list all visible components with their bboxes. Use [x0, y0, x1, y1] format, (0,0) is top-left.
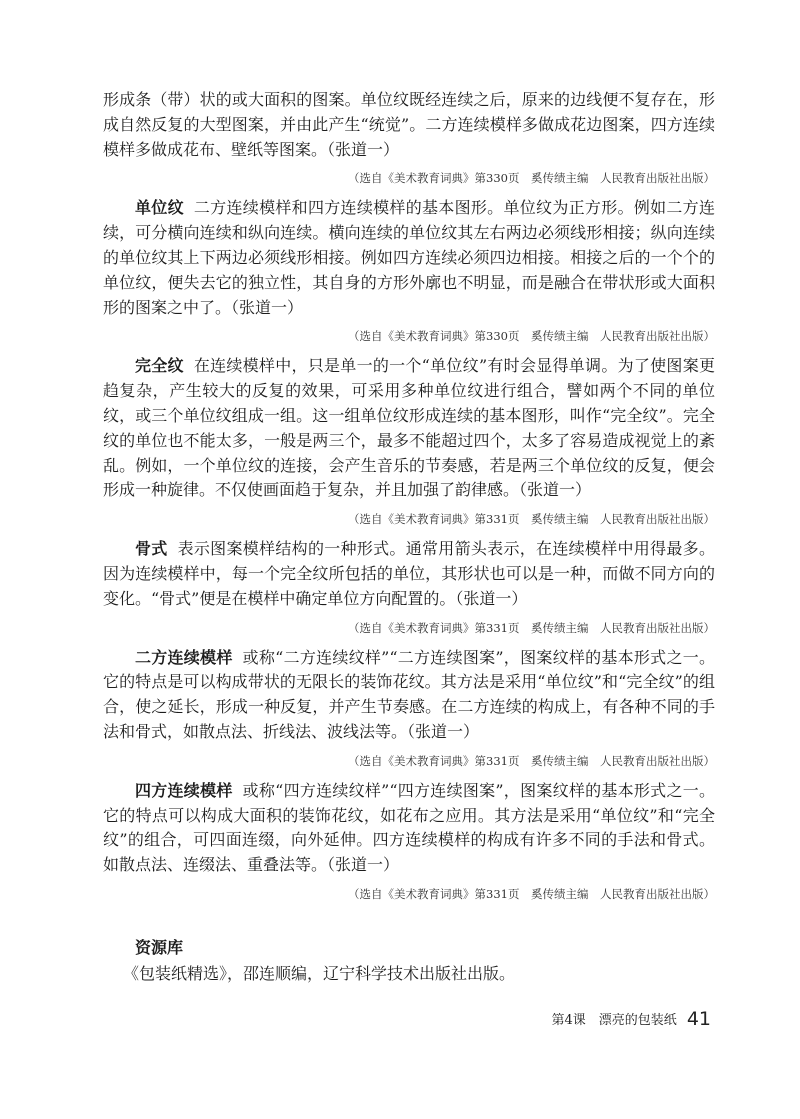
entry-unit-pattern [103, 196, 715, 320]
entry-source: （选自《美术教育词典》第331页 奚传绩主编 人民教育出版社出版） [348, 886, 715, 901]
entry-term: 单位纹 [135, 198, 184, 218]
entry-term: 骨式 [135, 539, 168, 559]
entry-text: 二方连续模样和四方连续模样的基本图形。单位纹为正方形。例如二方连续，可分横向连续和纵向连续。横向连续的单位纹其左右两边必须线形相接；纵向连续的单位纹其上下两边必须线形相接。例如四方连续必须四边相接。相接之后的一个个的单位纹，便失去它的独立性，其自身的方形外廓也不明显，而是融合在带状形或大面积形的图案之中了。（张道一） [103, 198, 715, 317]
entry-text: 或称“二方连续纹样”“二方连续图案”，图案纹样的基本形式之一。它的特点是可以构成带状的无限长的装饰花纹。其方法是采用“单位纹”和“完全纹”的组合，使之延长，形成一种反复，并产生节奏感。在二方连续的构成上，有各种不同的手法和骨式，如散点法、折线法、波线法等。（张道一） [103, 647, 715, 741]
page-footer [552, 1006, 711, 1034]
resources-heading: 资源库 [135, 937, 184, 957]
page-number: 41 [686, 1008, 711, 1030]
entry-term: 完全纹 [135, 356, 184, 376]
entry-text: 或称“四方连续纹样”“四方连续图案”，图案纹样的基本形式之一。它的特点可以构成大面积的装饰花纹，如花布之应用。其方法是采用“单位纹”和“完全纹”的组合，可四面连缀，向外延伸。四方连续模样的构成有许多不同的手法和骨式。如散点法、连缀法、重叠法等。（张道一） [103, 780, 715, 875]
entry-term: 四方连续模样 [135, 780, 233, 800]
entry-source: （选自《美术教育词典》第331页 奚传绩主编 人民教育出版社出版） [348, 512, 715, 527]
entry-text: 在连续模样中，只是单一的一个“单位纹”有时会显得单调。为了使图案更趋复杂，产生较大的反复的效果，可采用多种单位纹进行组合，譬如两个不同的单位纹，或三个单位纹组成一组。这一组单位纹形成连续的基本图形，叫作“完全纹”。完全纹的单位也不能太多，一般是两三个，最多不能超过四个，太多了容易造成视觉上的紊乱。例如，一个单位纹的连接，会产生音乐的节奏感，若是两三个单位纹的反复，便会形成一种旋律。不仅使画面趋于复杂，并且加强了韵律感。（张道一） [103, 356, 715, 500]
entry-text: 形成条（带）状的或大面积的图案。单位纹既经连续之后，原来的边线便不复存在，形成自然反复的大型图案，并由此产生“统觉”。二方连续模样多做成花边图案，四方连续模样多做成花布、壁纸等图案。（张道一） [103, 90, 715, 159]
entry-source: （选自《美术教育词典》第330页 奚传绩主编 人民教育出版社出版） [348, 171, 715, 186]
entry-term: 二方连续模样 [135, 647, 233, 667]
entry-skeleton-form [103, 537, 715, 611]
page-content [103, 88, 715, 986]
entry-source: （选自《美术教育词典》第330页 奚传绩主编 人民教育出版社出版） [348, 329, 715, 344]
entry-source: （选自《美术教育词典》第331页 奚传绩主编 人民教育出版社出版） [348, 620, 715, 635]
entry-continuation [103, 88, 715, 162]
entry-complete-pattern [103, 354, 715, 503]
entry-two-way-continuous [103, 646, 715, 745]
entry-text: 表示图案模样结构的一种形式。通常用箭头表示，在连续模样中用得最多。因为连续模样中，每一个完全纹所包括的单位，其形状也可以是一种，而做不同方向的变化。“骨式”便是在模样中确定单位方向配置的。（张道一） [103, 539, 715, 608]
entry-source: （选自《美术教育词典》第331页 奚传绩主编 人民教育出版社出版） [348, 753, 715, 768]
entry-four-way-continuous [103, 779, 715, 878]
lesson-title: 第4课 漂亮的包装纸 [551, 1013, 677, 1028]
resources-item: 《包装纸精选》，邵连顺编，辽宁科学技术出版社出版。 [123, 963, 516, 983]
